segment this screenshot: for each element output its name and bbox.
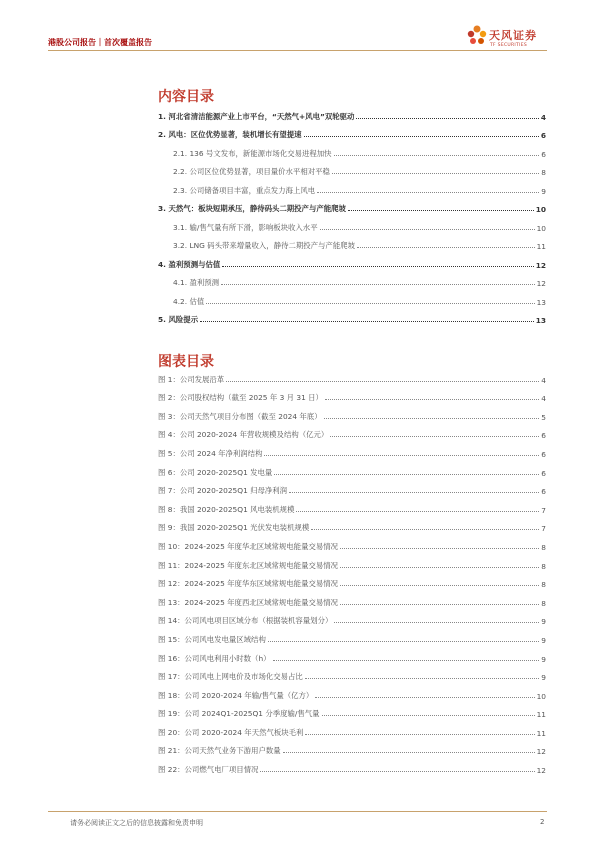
figure-entry-label: 图 7：公司 2020-2025Q1 归母净利润 bbox=[158, 486, 288, 496]
figure-entry-page: 9 bbox=[541, 635, 546, 645]
toc-entry[interactable] bbox=[158, 196, 546, 215]
dot-leader bbox=[340, 547, 539, 549]
toc-entry[interactable] bbox=[158, 270, 546, 289]
toc-entry-label: 4. 盈利预测与估值 bbox=[158, 259, 221, 269]
figure-entry-label: 图 20：公司 2020-2024 年天然气板块毛利 bbox=[158, 727, 304, 737]
toc-entry-page: 12 bbox=[536, 279, 546, 288]
toc-entry-page: 4 bbox=[540, 112, 546, 122]
figure-entry[interactable] bbox=[158, 589, 546, 608]
toc-title: 内容目录 bbox=[158, 89, 214, 105]
figure-entry-label: 图 14：公司风电项目区域分布（根据装机容量划分） bbox=[158, 616, 333, 626]
toc-entry-page: 6 bbox=[540, 131, 546, 140]
figure-entry[interactable] bbox=[158, 682, 546, 701]
dot-leader bbox=[260, 770, 534, 772]
figure-entry[interactable] bbox=[158, 515, 546, 534]
figure-entry-label: 图 18：公司 2020-2024 年输/售气量（亿方） bbox=[158, 690, 314, 700]
figure-entry[interactable] bbox=[158, 571, 546, 590]
figure-entry-page: 4 bbox=[541, 375, 546, 385]
figure-entry-page: 7 bbox=[541, 524, 546, 534]
dot-leader bbox=[317, 191, 539, 193]
figure-entry[interactable] bbox=[158, 496, 546, 515]
dot-leader bbox=[268, 640, 539, 642]
toc-entry[interactable] bbox=[158, 177, 546, 196]
toc-entry-page: 10 bbox=[536, 223, 546, 233]
figure-entry[interactable] bbox=[158, 440, 546, 459]
dot-leader bbox=[296, 510, 539, 512]
dot-leader bbox=[305, 733, 534, 735]
dot-leader bbox=[340, 584, 539, 586]
figure-entry[interactable] bbox=[158, 626, 546, 645]
toc-entry-page: 12 bbox=[535, 260, 546, 270]
toc-entry-label: 2.3. 公司储备项目丰富，重点发力海上风电 bbox=[173, 185, 316, 195]
dot-leader bbox=[324, 417, 540, 419]
toc-entry[interactable] bbox=[158, 233, 546, 252]
figure-entry[interactable] bbox=[158, 403, 546, 422]
figure-entry[interactable] bbox=[158, 478, 546, 497]
figure-entry-label: 图 9：我国 2020-2025Q1 光伏发电装机规模 bbox=[158, 523, 310, 533]
figure-entry-label: 图 16：公司风电利用小时数（h） bbox=[158, 653, 271, 663]
toc-entry[interactable] bbox=[158, 159, 546, 178]
dot-leader bbox=[320, 228, 535, 230]
toc-entry-label: 3. 天然气：板块短期承压，静待码头二期投产与产能爬坡 bbox=[158, 204, 346, 213]
figure-entry-page: 8 bbox=[541, 598, 546, 608]
dot-leader bbox=[340, 603, 539, 605]
dot-leader bbox=[264, 454, 539, 456]
toc-entry-label: 1. 河北省清洁能源产业上市平台，“天然气+风电”双轮驱动 bbox=[158, 111, 355, 121]
figure-entry-page: 6 bbox=[541, 468, 546, 478]
figure-entry-page: 5 bbox=[541, 412, 546, 422]
figure-entry-page: 9 bbox=[541, 673, 546, 683]
figure-entry-page: 10 bbox=[536, 691, 546, 701]
toc-entry-label: 4.2. 估值 bbox=[173, 296, 205, 306]
dot-leader bbox=[200, 320, 534, 322]
toc-entry[interactable] bbox=[158, 103, 546, 122]
dot-leader bbox=[332, 172, 539, 174]
dot-leader bbox=[340, 566, 539, 568]
dot-leader bbox=[330, 435, 539, 437]
dot-leader bbox=[222, 265, 533, 267]
figure-entry-label: 图 13：2024-2025 年度西北区域常规电能量交易情况 bbox=[158, 597, 339, 607]
header-divider bbox=[48, 50, 547, 51]
figure-entry-label: 图 15：公司风电发电量区域结构 bbox=[158, 634, 266, 644]
figure-entry-page: 6 bbox=[541, 431, 546, 441]
figure-entry-label: 图 8：我国 2020-2025Q1 风电装机规模 bbox=[158, 504, 295, 514]
figure-entry-label: 图 22：公司燃气电厂项目情况 bbox=[158, 765, 259, 775]
dot-leader bbox=[334, 621, 539, 623]
figure-entry-label: 图 17：公司风电上网电价及市场化交易占比 bbox=[158, 672, 303, 682]
figure-entry[interactable] bbox=[158, 719, 546, 738]
toc-entry-page: 13 bbox=[536, 297, 546, 307]
dot-leader bbox=[304, 135, 539, 137]
disclaimer-text: 请务必阅读正文之后的信息披露和免责申明 bbox=[70, 819, 203, 827]
toc-entry-label: 2. 风电：区位优势显著，装机增长有望提速 bbox=[158, 130, 302, 139]
figure-entry-page: 8 bbox=[541, 580, 546, 590]
toc-entry[interactable] bbox=[158, 140, 546, 159]
logo-title: 天风证券 bbox=[489, 29, 537, 42]
dot-leader bbox=[221, 283, 535, 285]
figure-entry[interactable] bbox=[158, 366, 546, 385]
dot-leader bbox=[315, 696, 534, 698]
toc-entry-page: 13 bbox=[535, 316, 546, 325]
figure-entry-label: 图 4：公司 2020-2024 年营收规模及结构（亿元） bbox=[158, 430, 329, 440]
figure-entry-label: 图 6：公司 2020-2025Q1 发电量 bbox=[158, 467, 273, 477]
figure-entry-label: 图 3：公司天然气项目分布图（截至 2024 年底） bbox=[158, 411, 322, 421]
list-of-figures bbox=[158, 366, 546, 775]
figure-entry[interactable] bbox=[158, 664, 546, 683]
dot-leader bbox=[206, 302, 534, 304]
toc-entry-page: 6 bbox=[541, 149, 546, 159]
toc-entry-page: 8 bbox=[541, 168, 546, 177]
figure-entry-page: 9 bbox=[541, 617, 546, 627]
figure-entry-label: 图 2：公司股权结构（截至 2025 年 3 月 31 日） bbox=[158, 393, 323, 403]
dot-leader bbox=[273, 659, 540, 661]
dot-leader bbox=[311, 528, 539, 530]
toc-entry[interactable] bbox=[158, 288, 546, 307]
figure-entry-page: 11 bbox=[536, 728, 546, 738]
page-number: 2 bbox=[540, 818, 545, 826]
dot-leader bbox=[348, 209, 534, 211]
dot-leader bbox=[289, 491, 539, 493]
toc-entry[interactable] bbox=[158, 122, 546, 141]
footer-divider bbox=[48, 811, 547, 812]
figure-entry[interactable] bbox=[158, 552, 546, 571]
figure-entry-label: 图 11：2024-2025 年度东北区域常规电能量交易情况 bbox=[158, 560, 339, 570]
toc-entry[interactable] bbox=[158, 307, 546, 326]
toc-entry[interactable] bbox=[158, 251, 546, 270]
report-type-label: 港股公司报告｜首次覆盖报告 bbox=[48, 38, 152, 47]
figure-entry[interactable] bbox=[158, 608, 546, 627]
figure-entry[interactable] bbox=[158, 385, 546, 404]
dot-leader bbox=[226, 380, 539, 382]
toc-entry-label: 5. 风险提示 bbox=[158, 315, 199, 324]
figure-entry-page: 4 bbox=[541, 394, 546, 404]
figure-entry-label: 图 10：2024-2025 年度华北区域常规电能量交易情况 bbox=[158, 541, 339, 551]
figure-entry-page: 8 bbox=[541, 542, 546, 552]
toc-entry-page: 11 bbox=[536, 242, 546, 251]
dot-leader bbox=[357, 246, 535, 248]
figure-entry-label: 图 1：公司发展沿革 bbox=[158, 374, 225, 384]
dot-leader bbox=[274, 473, 539, 475]
figure-entry[interactable] bbox=[158, 701, 546, 720]
toc-entry-label: 2.1. 136 号文发布，新能源市场化交易进程加快 bbox=[173, 148, 332, 158]
figure-entry[interactable] bbox=[158, 533, 546, 552]
figure-entry-page: 6 bbox=[541, 487, 546, 497]
logo-subtitle: TF SECURITIES bbox=[490, 43, 528, 48]
figure-entry-label: 图 19：公司 2024Q1-2025Q1 分季度输/售气量 bbox=[158, 709, 320, 719]
figure-entry[interactable] bbox=[158, 459, 546, 478]
toc-entry-label: 4.1. 盈利预测 bbox=[173, 278, 220, 287]
dot-leader bbox=[305, 677, 540, 679]
figure-entry-page: 7 bbox=[541, 505, 546, 515]
figure-entry-label: 图 21：公司天然气业务下游用户数量 bbox=[158, 746, 281, 756]
figure-entry-page: 9 bbox=[541, 654, 546, 664]
figure-entry-page: 12 bbox=[536, 766, 546, 776]
toc-entry-label: 3.1. 输/售气量有所下滑，影响板块收入水平 bbox=[173, 222, 318, 232]
toc-entry-page: 9 bbox=[541, 186, 546, 196]
toc-entry-page: 10 bbox=[535, 205, 546, 214]
figure-entry[interactable] bbox=[158, 645, 546, 664]
figure-entry-page: 8 bbox=[541, 561, 546, 571]
figure-entry-page: 12 bbox=[536, 747, 546, 757]
dot-leader bbox=[325, 398, 539, 400]
figure-entry-label: 图 12：2024-2025 年度华东区域常规电能量交易情况 bbox=[158, 579, 339, 589]
dot-leader bbox=[356, 117, 538, 119]
figure-entry-label: 图 5：公司 2024 年净利润结构 bbox=[158, 448, 263, 458]
figure-entry-page: 11 bbox=[536, 710, 546, 720]
figure-entry[interactable] bbox=[158, 738, 546, 757]
dot-leader bbox=[322, 714, 535, 716]
toc-entry-label: 3.2. LNG 码头带来增量收入，静待二期投产与产能爬坡 bbox=[173, 241, 355, 250]
figure-entry[interactable] bbox=[158, 756, 546, 775]
figure-entry[interactable] bbox=[158, 422, 546, 441]
toc-entry[interactable] bbox=[158, 214, 546, 233]
dot-leader bbox=[334, 154, 540, 156]
dot-leader bbox=[283, 751, 535, 753]
toc-entry-label: 2.2. 公司区位优势显著，项目量价水平相对平稳 bbox=[173, 167, 330, 176]
table-of-contents bbox=[158, 103, 546, 325]
figure-entry-page: 6 bbox=[541, 449, 546, 459]
figures-title: 图表目录 bbox=[158, 354, 214, 370]
